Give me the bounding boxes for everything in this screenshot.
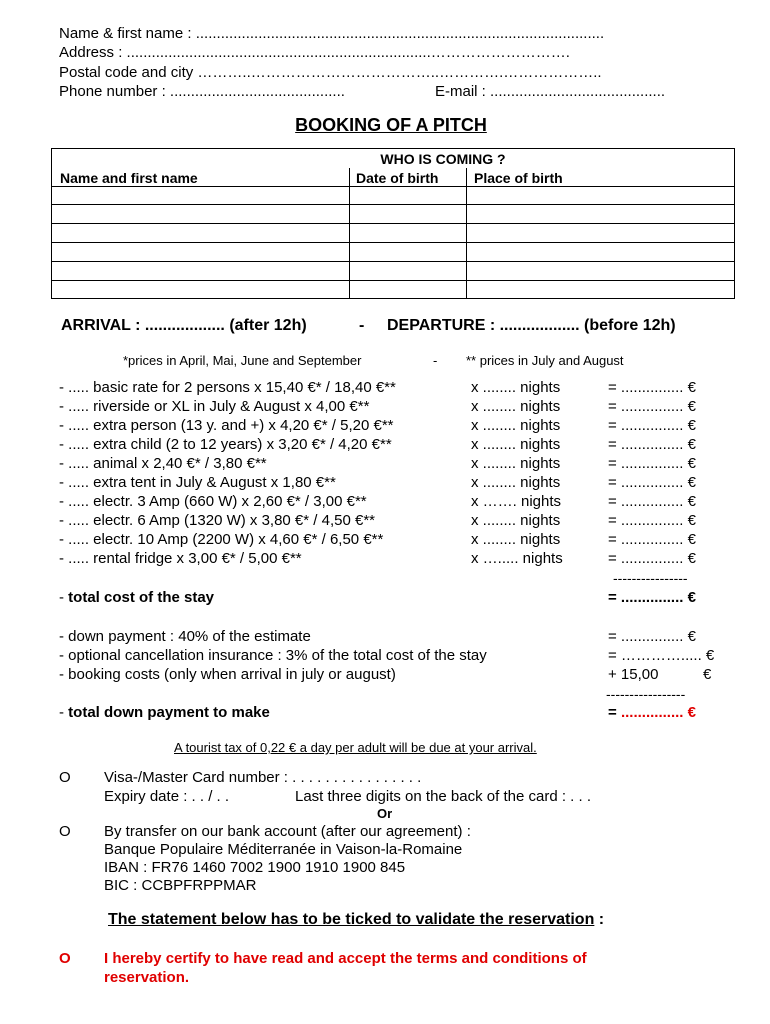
prices-note-high-season: ** prices in July and August (466, 353, 624, 368)
rate-row (0, 550, 770, 569)
rate-description[interactable]: - ..... extra child (2 to 12 years) x 3,20 €* / 4,20 €** (59, 436, 392, 453)
down-payment-label: - down payment : 40% of the estimate (59, 628, 311, 645)
rate-nights[interactable]: x ........ nights (471, 531, 561, 548)
column-header-place-of-birth: Place of birth (474, 170, 563, 186)
column-header-date-of-birth: Date of birth (356, 170, 439, 186)
down-payment-value[interactable]: = ............... € (608, 628, 696, 645)
rate-row (0, 493, 770, 512)
postal-city-field[interactable]: Postal code and city ………..………………………………..………….……………….. (59, 64, 602, 81)
card-option-checkbox[interactable]: O (59, 769, 71, 786)
sum-line: ----------------- (606, 686, 686, 702)
or-separator: Or (377, 806, 393, 821)
rate-description[interactable]: - ..... animal x 2,40 €* / 3,80 €** (59, 455, 267, 472)
who-is-coming-table (51, 148, 735, 299)
prices-note-low-season: *prices in April, Mai, June and September (123, 353, 362, 368)
rate-description[interactable]: - ..... riverside or XL in July & August x 4,00 €** (59, 398, 370, 415)
rate-total[interactable]: = ............... € (608, 474, 696, 491)
sum-line: ---------------- (613, 570, 688, 586)
total-down-payment-value[interactable] (608, 704, 696, 721)
total-down-dots: ............... € (620, 704, 696, 721)
prices-note-separator: - (433, 353, 438, 368)
rate-row (0, 436, 770, 455)
bic: BIC : CCBPFRPPMAR (104, 877, 257, 894)
name-field[interactable]: Name & first name : .................................................................................................. (59, 25, 605, 42)
booking-costs-amount: + 15,00 (608, 666, 659, 683)
rate-nights[interactable]: x ........ nights (471, 512, 561, 529)
certify-checkbox[interactable]: O (59, 950, 71, 967)
rate-description[interactable]: - ..... basic rate for 2 persons x 15,40 €* / 18,40 €** (59, 379, 396, 396)
table-row[interactable] (52, 242, 734, 243)
rate-nights[interactable]: x ........ nights (471, 379, 561, 396)
column-divider (466, 168, 467, 298)
tourist-tax-note: A tourist tax of 0,22 € a day per adult will be due at your arrival. (174, 740, 537, 755)
total-cost-label: total cost of the stay (68, 589, 215, 606)
column-divider (349, 168, 350, 298)
booking-costs-currency: € (703, 666, 712, 683)
total-cost-value[interactable]: = ............... € (608, 589, 696, 606)
departure-field[interactable]: DEPARTURE : .................. (before 12h) (387, 317, 676, 334)
phone-field[interactable]: Phone number : .......................................... (59, 83, 345, 100)
rate-total[interactable]: = ............... € (608, 455, 696, 472)
iban: IBAN : FR76 1460 7002 1900 1910 1900 845 (104, 859, 406, 876)
certify-line-1: I hereby certify to have read and accept the terms and conditions of (104, 950, 587, 967)
insurance-value[interactable]: = …………..... € (608, 647, 715, 664)
rate-description[interactable]: - ..... electr. 10 Amp (2200 W) x 4,60 €* / 6,50 €** (59, 531, 384, 548)
statement-colon: : (594, 911, 605, 928)
table-row[interactable] (52, 186, 734, 187)
rate-row (0, 512, 770, 531)
rate-nights[interactable]: x ……. nights (471, 493, 562, 510)
total-cost-prefix: - (59, 589, 69, 606)
rate-description[interactable]: - ..... rental fridge x 3,00 €* / 5,00 €** (59, 550, 302, 567)
rate-description[interactable]: - ..... extra person (13 y. and +) x 4,20 €* / 5,20 €** (59, 417, 394, 434)
rate-total[interactable]: = ............... € (608, 550, 696, 567)
total-down-payment-row (59, 704, 270, 721)
table-group-header: WHO IS COMING ? (380, 151, 506, 167)
expiry-date-field[interactable]: Expiry date : . . / . . (104, 788, 230, 805)
transfer-option-checkbox[interactable]: O (59, 823, 71, 840)
rate-nights[interactable]: x ........ nights (471, 417, 561, 434)
rate-nights[interactable]: x ........ nights (471, 436, 561, 453)
rate-total[interactable]: = ............... € (608, 379, 696, 396)
rate-nights[interactable]: x …..... nights (471, 550, 563, 567)
card-cvv-field[interactable]: Last three digits on the back of the card : . . . (295, 788, 592, 805)
rate-row (0, 379, 770, 398)
rate-total[interactable]: = ............... € (608, 493, 696, 510)
rate-total[interactable]: = ............... € (608, 417, 696, 434)
arrival-field[interactable]: ARRIVAL : .................. (after 12h) (61, 317, 307, 334)
rate-description[interactable]: - ..... electr. 6 Amp (1320 W) x 3,80 €* / 4,50 €** (59, 512, 375, 529)
statement-text: The statement below has to be ticked to validate the reservation (108, 911, 595, 928)
rate-row (0, 531, 770, 550)
rate-row (0, 417, 770, 436)
total-down-label: total down payment to make (68, 704, 270, 721)
rate-nights[interactable]: x ........ nights (471, 455, 561, 472)
column-header-name: Name and first name (60, 170, 198, 186)
statement-heading (108, 911, 604, 929)
rate-row (0, 474, 770, 493)
rate-row (0, 398, 770, 417)
rate-total[interactable]: = ............... € (608, 512, 696, 529)
table-row[interactable] (52, 280, 734, 281)
address-field[interactable]: Address : .........................................................................………………………. (59, 44, 570, 61)
email-field[interactable]: E-mail : .......................................... (435, 83, 666, 100)
certify-line-2: reservation. (104, 969, 190, 986)
table-row[interactable] (52, 223, 734, 224)
rate-nights[interactable]: x ........ nights (471, 474, 561, 491)
arrival-departure-separator: - (359, 317, 365, 334)
table-row[interactable] (52, 261, 734, 262)
rate-description[interactable]: - ..... extra tent in July & August x 1,80 €** (59, 474, 336, 491)
rate-description[interactable]: - ..... electr. 3 Amp (660 W) x 2,60 €* / 3,00 €** (59, 493, 367, 510)
transfer-label: By transfer on our bank account (after our agreement) : (104, 823, 471, 840)
card-number-field[interactable]: Visa-/Master Card number : . . . . . . . . . . . . . . . . (104, 769, 422, 786)
page-title: BOOKING OF A PITCH (295, 115, 487, 135)
table-row[interactable] (52, 204, 734, 205)
total-down-eq: = (608, 704, 621, 721)
total-cost-row (59, 589, 214, 606)
booking-costs-label: - booking costs (only when arrival in july or august) (59, 666, 396, 683)
rate-total[interactable]: = ............... € (608, 398, 696, 415)
rate-nights[interactable]: x ........ nights (471, 398, 561, 415)
insurance-label: - optional cancellation insurance : 3% of the total cost of the stay (59, 647, 487, 664)
rate-total[interactable]: = ............... € (608, 436, 696, 453)
rate-row (0, 455, 770, 474)
bank-name: Banque Populaire Méditerranée in Vaison-la-Romaine (104, 841, 463, 858)
total-down-prefix: - (59, 704, 69, 721)
rate-total[interactable]: = ............... € (608, 531, 696, 548)
